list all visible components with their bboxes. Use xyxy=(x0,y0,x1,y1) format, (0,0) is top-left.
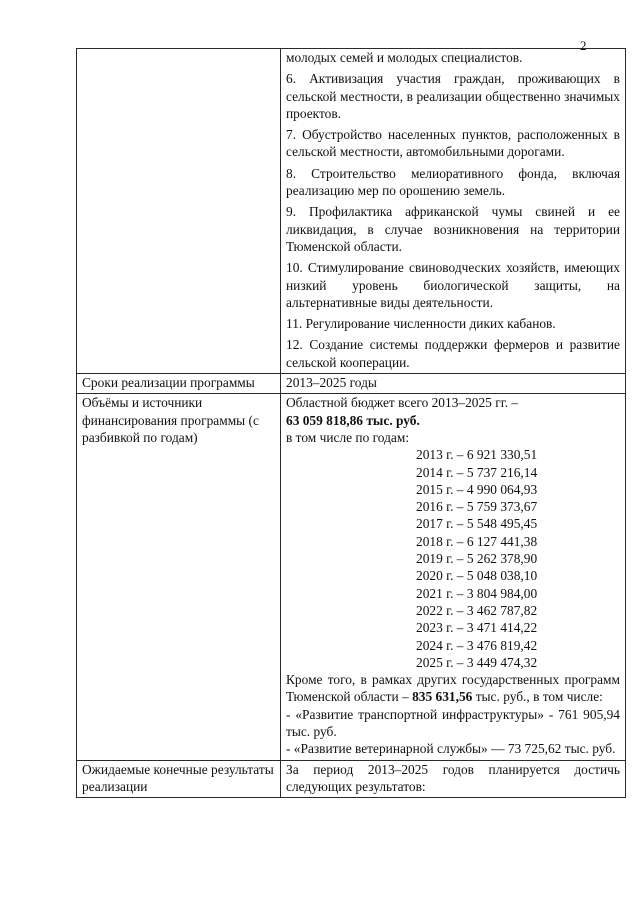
table-row-terms xyxy=(77,374,626,394)
year-row-2020: 2020 г. – 5 048 038,10 xyxy=(416,568,538,584)
year-row-2017: 2017 г. – 5 548 495,45 xyxy=(416,516,538,532)
year-row-2022: 2022 г. – 3 462 787,82 xyxy=(416,602,538,618)
financing-year-list xyxy=(416,446,620,671)
year-row-2014: 2014 г. – 5 737 216,14 xyxy=(416,464,538,480)
financing-value-cell xyxy=(281,394,626,760)
financing-transport: - «Развитие транспортной инфраструктуры» - 761 905,94 тыс. руб. xyxy=(286,706,620,739)
goals-value-cell xyxy=(281,49,626,374)
goal-item-5-end: молодых семей и молодых специалистов. xyxy=(286,50,523,65)
financing-intro: Областной бюджет всего 2013–2025 гг. – xyxy=(286,395,519,411)
goals-label-cell xyxy=(77,49,281,374)
terms-label: Сроки реализации программы xyxy=(77,374,281,394)
terms-value: 2013–2025 годы xyxy=(281,374,626,394)
year-row-2024: 2024 г. – 3 476 819,42 xyxy=(416,637,538,653)
goal-item-10: 10. Стимулирование свиноводческих хозяйств, имеющих низкий уровень биологической защиты, на альтернативные виды деятельности. xyxy=(286,260,620,310)
financing-other-prefix: Кроме того, в рамках других государственных программ Тюменской области – xyxy=(286,672,620,705)
table-row-goals xyxy=(77,49,626,374)
financing-total: 63 059 818,86 тыс. руб. xyxy=(286,412,420,428)
financing-other-programs xyxy=(286,671,620,706)
year-row-2013: 2013 г. – 6 921 330,51 xyxy=(416,447,538,463)
goal-item-9: 9. Профилактика африканской чумы свиней и ее ликвидация, в случае возникновения на территории Тюменской области. xyxy=(286,204,620,254)
financing-veterinary: - «Развитие ветеринарной службы» — 73 725,62 тыс. руб. xyxy=(286,741,616,757)
year-row-2023: 2023 г. – 3 471 414,22 xyxy=(416,620,538,636)
year-row-2021: 2021 г. – 3 804 984,00 xyxy=(416,585,538,601)
year-row-2018: 2018 г. – 6 127 441,38 xyxy=(416,533,538,549)
goal-item-12: 12. Создание системы поддержки фермеров и развитие сельской кооперации. xyxy=(286,337,620,370)
financing-by-years-label: в том числе по годам: xyxy=(286,429,410,445)
year-row-2019: 2019 г. – 5 262 378,90 xyxy=(416,551,538,567)
goal-item-6: 6. Активизация участия граждан, проживающих в сельской местности, в реализации общественно значимых проектов. xyxy=(286,71,620,121)
program-passport-table xyxy=(76,48,626,798)
financing-other-suffix: тыс. руб., в том числе: xyxy=(475,689,603,705)
results-value: За период 2013–2025 годов планируется достичь следующих результатов: xyxy=(281,760,626,798)
table-row-financing xyxy=(77,394,626,760)
year-row-2016: 2016 г. – 5 759 373,67 xyxy=(416,499,538,515)
results-label: Ожидаемые конечные результаты реализации xyxy=(77,760,281,798)
page-number: 2 xyxy=(580,38,587,53)
goal-item-11: 11. Регулирование численности диких кабанов. xyxy=(286,316,556,332)
financing-label: Объёмы и источники финансирования программы (с разбивкой по годам) xyxy=(77,394,281,760)
year-row-2015: 2015 г. – 4 990 064,93 xyxy=(416,481,538,497)
table-row-results xyxy=(77,760,626,798)
year-row-2025: 2025 г. – 3 449 474,32 xyxy=(416,654,538,670)
financing-other-total: 835 631,56 xyxy=(412,689,473,705)
goal-item-7: 7. Обустройство населенных пунктов, расположенных в сельской местности, автомобильными дорогами. xyxy=(286,127,620,160)
goal-item-8: 8. Строительство мелиоративного фонда, включая реализацию мер по орошению земель. xyxy=(286,165,620,199)
